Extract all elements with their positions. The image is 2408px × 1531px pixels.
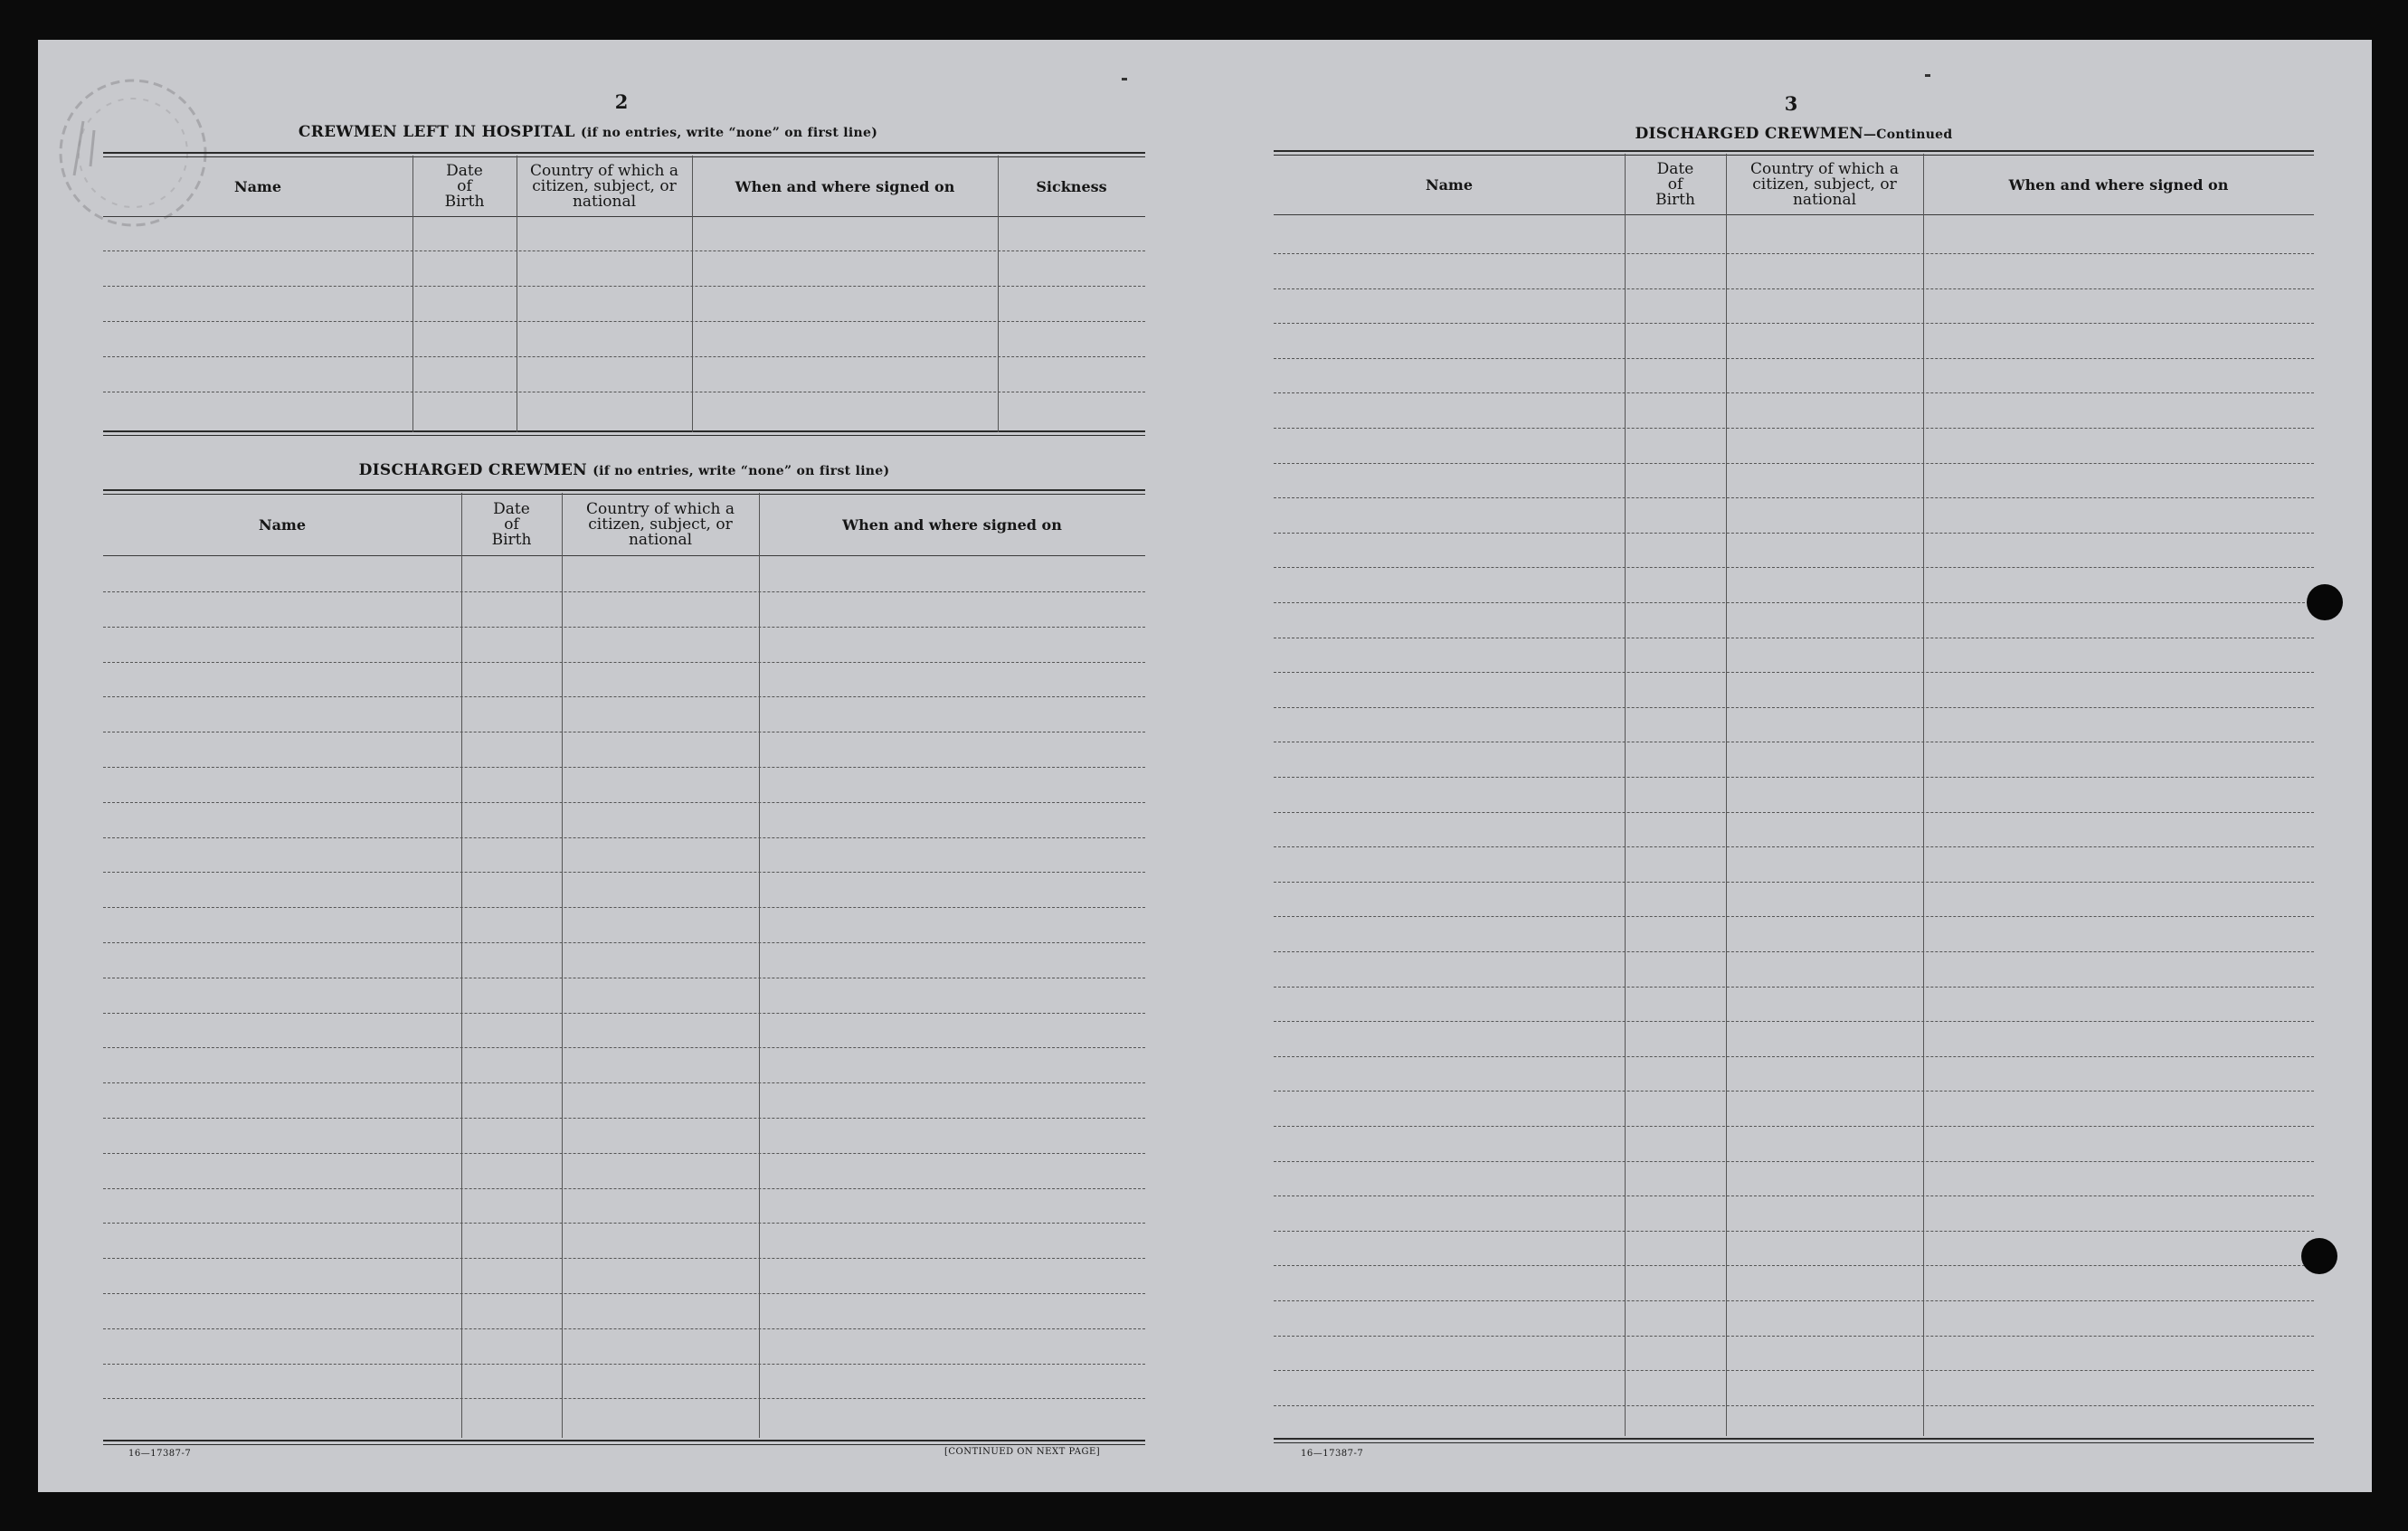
entry-line bbox=[103, 1153, 1145, 1154]
entry-line bbox=[103, 1013, 1145, 1014]
entry-line bbox=[103, 802, 1145, 803]
column-header-name: Name bbox=[233, 177, 282, 195]
entry-line bbox=[103, 1398, 1145, 1399]
entry-line bbox=[1274, 882, 2314, 883]
entry-line bbox=[103, 1258, 1145, 1259]
discharged-continued-title: DISCHARGED CREWMEN—Continued bbox=[1635, 125, 1953, 143]
punch-hole bbox=[2301, 1238, 2337, 1274]
table-top-rule bbox=[103, 489, 1145, 491]
entry-line bbox=[103, 1188, 1145, 1189]
entry-line bbox=[1274, 1161, 2314, 1162]
entry-line bbox=[1274, 1126, 2314, 1127]
form-number-right: 16—17387-7 bbox=[1301, 1449, 1364, 1459]
column-header-country: Country of which a citizen, subject, or national bbox=[1750, 159, 1899, 209]
entry-line bbox=[1274, 428, 2314, 429]
entry-line bbox=[103, 1118, 1145, 1119]
continued-note: [CONTINUED ON NEXT PAGE] bbox=[944, 1447, 1101, 1457]
header-rule bbox=[103, 216, 1145, 217]
column-header-sickness: Sickness bbox=[1036, 177, 1107, 195]
entry-line bbox=[103, 942, 1145, 943]
entry-line bbox=[103, 907, 1145, 908]
table-top-rule bbox=[1274, 150, 2314, 152]
entry-line bbox=[1274, 916, 2314, 917]
entry-line bbox=[1274, 463, 2314, 464]
entry-line bbox=[1274, 392, 2314, 393]
entry-line bbox=[103, 662, 1145, 663]
column-header-date-of-birth: Date of Birth bbox=[1655, 159, 1695, 209]
entry-line bbox=[1274, 567, 2314, 568]
column-header-country: Country of which a citizen, subject, or national bbox=[530, 161, 678, 211]
entry-line bbox=[1274, 323, 2314, 324]
entry-line bbox=[1274, 288, 2314, 289]
entry-line bbox=[1274, 1021, 2314, 1022]
form-number-left: 16—17387-7 bbox=[128, 1449, 192, 1459]
entry-line bbox=[1274, 1300, 2314, 1301]
entry-line bbox=[1274, 1370, 2314, 1371]
entry-line bbox=[103, 837, 1145, 838]
entry-line bbox=[1274, 497, 2314, 498]
entry-line bbox=[1274, 1336, 2314, 1337]
entry-line bbox=[1274, 1056, 2314, 1057]
table-bottom-rule bbox=[103, 1440, 1145, 1441]
entry-line bbox=[1274, 951, 2314, 952]
entry-line bbox=[103, 591, 1145, 592]
table-bottom-rule bbox=[1274, 1438, 2314, 1440]
entry-line bbox=[1274, 1231, 2314, 1232]
entry-line bbox=[103, 1223, 1145, 1224]
entry-line bbox=[1274, 253, 2314, 254]
entry-line bbox=[1274, 707, 2314, 708]
entry-line bbox=[1274, 812, 2314, 813]
hospital-section-title: CREWMEN LEFT IN HOSPITAL (if no entries, write “none” on first line) bbox=[298, 123, 878, 141]
page-number-right: 3 bbox=[1784, 92, 1798, 115]
entry-line bbox=[1274, 358, 2314, 359]
entry-line bbox=[103, 1364, 1145, 1365]
print-mark bbox=[1122, 78, 1127, 80]
punch-hole bbox=[2307, 584, 2343, 620]
column-header-date-of-birth: Date of Birth bbox=[444, 161, 485, 211]
print-mark bbox=[1925, 74, 1930, 77]
column-header-date-of-birth: Date of Birth bbox=[491, 499, 532, 549]
column-header-country: Country of which a citizen, subject, or national bbox=[586, 499, 735, 549]
entry-line bbox=[103, 872, 1145, 873]
entry-line bbox=[1274, 1405, 2314, 1406]
column-header-name: Name bbox=[1425, 175, 1474, 194]
entry-line bbox=[103, 696, 1145, 697]
header-rule bbox=[1274, 214, 2314, 215]
entry-line bbox=[1274, 777, 2314, 778]
column-header-signed-on: When and where signed on bbox=[735, 177, 955, 195]
page-number-left: 2 bbox=[614, 90, 629, 113]
table-bottom-rule bbox=[103, 430, 1145, 432]
table-top-rule bbox=[103, 152, 1145, 154]
entry-line bbox=[103, 1328, 1145, 1329]
entry-line bbox=[103, 1293, 1145, 1294]
form-sheet bbox=[38, 40, 2372, 1492]
entry-line bbox=[1274, 672, 2314, 673]
entry-line bbox=[1274, 846, 2314, 847]
entry-line bbox=[1274, 1091, 2314, 1092]
column-header-name: Name bbox=[258, 515, 307, 534]
column-header-signed-on: When and where signed on bbox=[2008, 175, 2229, 194]
discharged-section-title: DISCHARGED CREWMEN (if no entries, write “none” on first line) bbox=[358, 461, 890, 479]
entry-line bbox=[103, 767, 1145, 768]
entry-line bbox=[1274, 987, 2314, 988]
entry-line bbox=[103, 1047, 1145, 1048]
entry-line bbox=[1274, 602, 2314, 603]
entry-line bbox=[1274, 1265, 2314, 1266]
entry-line bbox=[103, 627, 1145, 628]
header-rule bbox=[103, 555, 1145, 556]
column-header-signed-on: When and where signed on bbox=[842, 515, 1062, 534]
entry-line bbox=[1274, 533, 2314, 534]
entry-line bbox=[103, 1082, 1145, 1083]
